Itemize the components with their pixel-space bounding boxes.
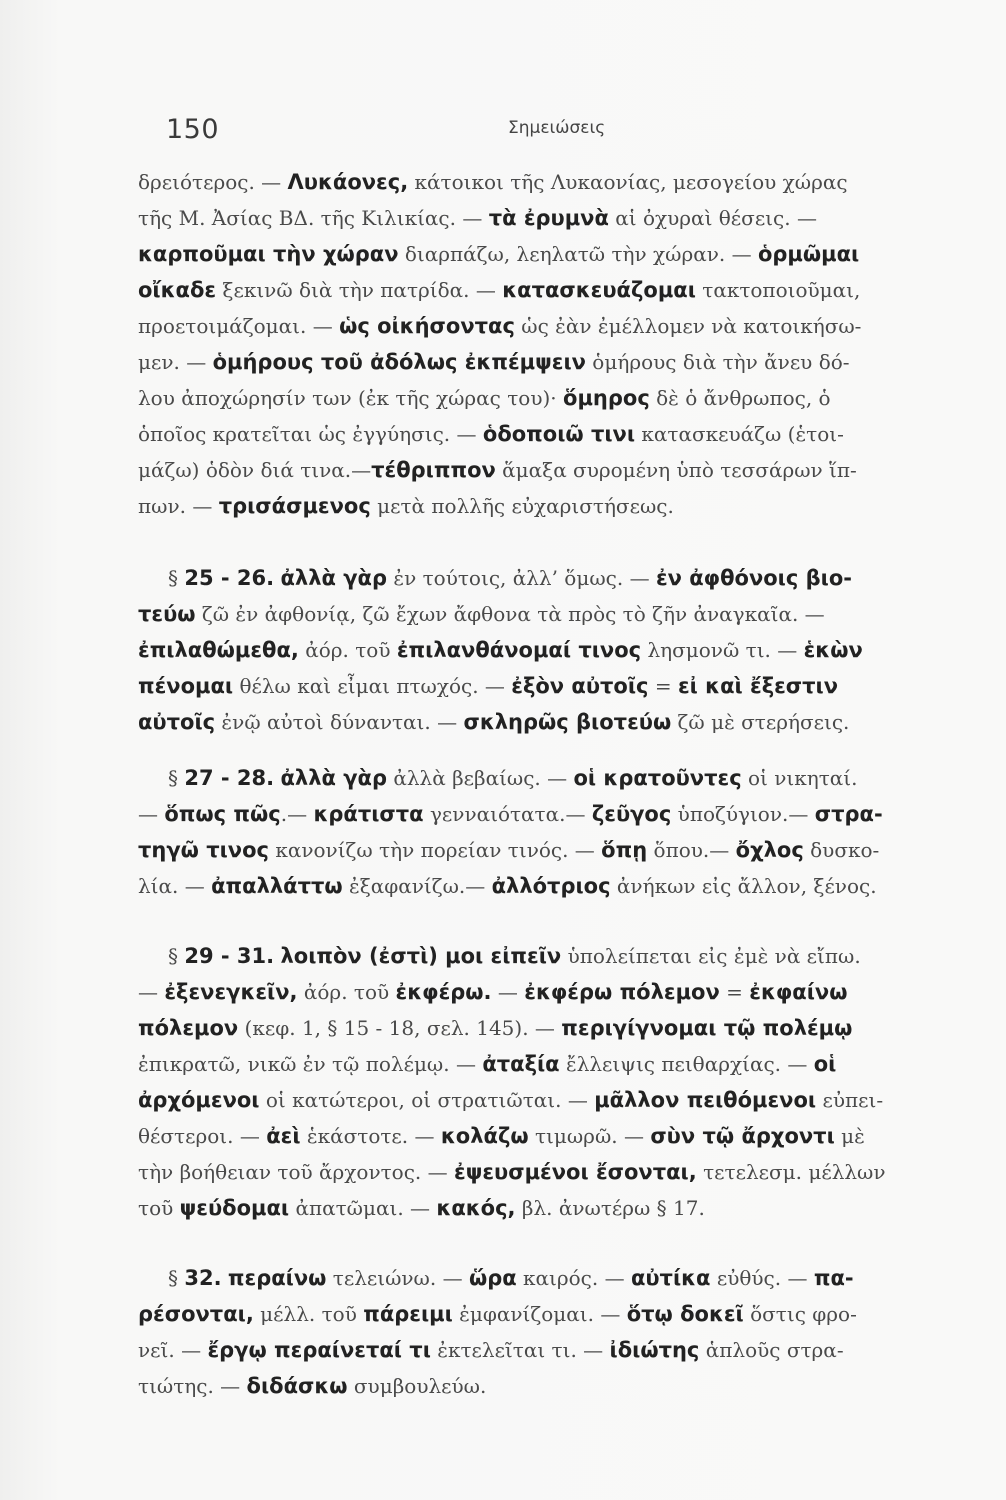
gloss-text: ἐπικρατῶ, νικῶ ἐν τῷ πολέμῳ. —	[138, 1052, 483, 1076]
gloss-text: ἑκάστοτε. —	[300, 1124, 441, 1148]
text-line	[138, 168, 958, 196]
gloss-text: ἁπλοῦς στρα-	[699, 1338, 844, 1362]
headword: ἐψευσμένοι ἔσονται,	[454, 1160, 697, 1184]
gloss-text: ὁποῖος κρατεῖται ὡς ἐγγύησις. —	[138, 422, 483, 446]
gloss-text: ἐμφανίζομαι. —	[452, 1302, 627, 1326]
headword: αὐτίκα	[630, 1266, 711, 1290]
gloss-text: ἐκτελεῖται τι. —	[430, 1338, 610, 1362]
gloss-text: §	[168, 566, 185, 590]
gloss-text: λου ἀποχώρησίν των (ἐκ τῆς χώρας του)·	[138, 386, 564, 410]
headword: ὡς οἰκήσοντας	[339, 314, 515, 338]
gloss-text: προετοιμάζομαι. —	[138, 314, 340, 338]
gloss-text: κάτοικοι τῆς Λυκαονίας, μεσογείου χώρας	[408, 170, 848, 194]
headword: ἀεὶ	[266, 1124, 301, 1148]
section-heading-line	[168, 942, 988, 970]
headword: σκληρῶς βιοτεύω	[463, 710, 672, 734]
headword: περαίνω	[227, 1266, 327, 1290]
headword: τηγῶ τινος	[138, 838, 269, 862]
headword: ἐκφέρω.	[395, 980, 492, 1004]
headword: ἐπιλαθώμεθα,	[138, 638, 299, 662]
text-line	[138, 1194, 958, 1222]
headword: ἀλλὰ γὰρ	[280, 766, 387, 790]
headword: οἴκαδε	[138, 278, 217, 302]
gloss-text: γενναιότατα.—	[423, 802, 592, 826]
headword: τὰ ἐρυμνὰ	[488, 206, 609, 230]
gloss-text: ὑποζύγιον.—	[671, 802, 815, 826]
gloss-text: ὡς ἐὰν ἐμέλλομεν νὰ κατοικήσω-	[514, 314, 862, 338]
headword: κράτιστα	[313, 802, 424, 826]
gloss-text: δὲ ὁ ἄνθρωπος, ὁ	[649, 386, 831, 410]
headword: ἀπαλλάττω	[211, 874, 343, 898]
gloss-text: ἐξαφανίζω.—	[342, 874, 492, 898]
headword: ἐκφέρω πόλεμον	[524, 980, 720, 1004]
headword: τέθριππον	[371, 458, 496, 482]
headword: ἰδιώτης	[609, 1338, 700, 1362]
headword: αὐτοῖς	[138, 710, 216, 734]
text-line	[138, 1122, 958, 1150]
headword: περιγίγνομαι τῷ πολέμῳ	[561, 1016, 853, 1040]
gloss-text: ἅμαξα συρομένη ὑπὸ τεσσάρων ἵπ-	[495, 458, 857, 482]
text-line	[138, 492, 958, 520]
headword: ἐν ἀφθόνοις βιο-	[655, 566, 852, 590]
text-line	[138, 1336, 958, 1364]
gloss-text: ἀλλὰ βεβαίως. —	[387, 766, 574, 790]
text-line	[138, 420, 958, 448]
gloss-text: §	[168, 766, 185, 790]
headword: πα-	[813, 1266, 854, 1290]
gloss-text: ἔλλειψις πειθαρχίας. —	[559, 1052, 814, 1076]
headword: στρα-	[814, 802, 883, 826]
text-line	[138, 672, 958, 700]
gloss-text: =	[719, 980, 750, 1004]
gloss-text: μὲ	[834, 1124, 865, 1148]
headword: ὅπως πῶς	[164, 802, 281, 826]
gloss-text: εὐπει-	[816, 1088, 884, 1112]
gloss-text: νεῖ. —	[138, 1338, 208, 1362]
text-line	[138, 276, 958, 304]
headword: ὅτῳ δοκεῖ	[626, 1302, 744, 1326]
page-number: 150	[166, 114, 220, 145]
headword: ὄχλος	[735, 838, 804, 862]
gloss-text: οἱ κατώτεροι, οἱ στρατιῶται. —	[259, 1088, 595, 1112]
gloss-text: τακτοποιοῦμαι,	[695, 278, 861, 302]
gloss-text: δυσκο-	[803, 838, 880, 862]
gloss-text: κανονίζω τὴν πορείαν τινός. —	[268, 838, 602, 862]
gloss-text: τιώτης. —	[138, 1374, 247, 1398]
gloss-text: τετελεσμ. μέλλων	[696, 1160, 886, 1184]
text-line	[138, 600, 958, 628]
headword: κολάζω	[440, 1124, 529, 1148]
gloss-text: (κεφ. 1, § 15 - 18, σελ. 145). —	[238, 1016, 562, 1040]
headword: ζεῦγος	[591, 802, 672, 826]
headword: ὅπῃ	[601, 838, 648, 862]
gloss-text: ἀόρ. τοῦ	[297, 980, 396, 1004]
text-line	[138, 312, 958, 340]
section-number: 32.	[184, 1266, 222, 1290]
text-line	[138, 456, 958, 484]
gloss-text: ὁμήρους διὰ τὴν ἄνευ δό-	[585, 350, 850, 374]
gloss-text: μεν. —	[138, 350, 213, 374]
running-head: Σημειώσεις	[508, 118, 606, 138]
gloss-text: οἱ νικηταί.	[741, 766, 858, 790]
headword: ἀρχόμενοι	[138, 1088, 260, 1112]
headword: ρέσονται,	[138, 1302, 254, 1326]
headword: ψεύδομαι	[179, 1196, 290, 1220]
headword: ἐκφαίνω	[749, 980, 848, 1004]
gloss-text: πων. —	[138, 494, 219, 518]
section-number: 29 - 31.	[184, 944, 275, 968]
section-heading-line	[168, 1264, 988, 1292]
headword: καρποῦμαι τὴν χώραν	[138, 242, 399, 266]
gloss-text: κατασκευάζω (ἑτοι-	[635, 422, 844, 446]
headword: ἐπιλανθάνομαί τινος	[396, 638, 642, 662]
text-line	[138, 800, 958, 828]
gloss-text: ἀόρ. τοῦ	[298, 638, 397, 662]
headword: ἑκὼν	[803, 638, 863, 662]
headword: οἱ	[813, 1052, 837, 1076]
headword: ὁμήρους τοῦ ἀδόλως ἐκπέμψειν	[212, 350, 586, 374]
section-heading-line	[168, 564, 988, 592]
headword: ὁρμῶμαι	[757, 242, 860, 266]
gloss-text: —	[138, 980, 165, 1004]
gloss-text: ὅστις φρο-	[743, 1302, 857, 1326]
text-line	[138, 978, 958, 1006]
gloss-text: .—	[280, 802, 314, 826]
section-number: 27 - 28.	[184, 766, 275, 790]
gloss-text: τῆς Μ. Ἀσίας ΒΔ. τῆς Κιλικίας. —	[138, 206, 489, 230]
gloss-text: ἐν τούτοις, ἀλλ’ ὅμως. —	[387, 566, 656, 590]
text-line	[138, 348, 958, 376]
gloss-text: θέλω καὶ εἶμαι πτωχός. —	[233, 674, 512, 698]
gloss-text: ὅπου.—	[647, 838, 736, 862]
gloss-text: τὴν βοήθειαν τοῦ ἄρχοντος. —	[138, 1160, 454, 1184]
section-heading-line	[168, 764, 988, 792]
gloss-text: =	[648, 674, 678, 698]
text-line	[138, 708, 958, 736]
gloss-text: ἀπατῶμαι. —	[289, 1196, 437, 1220]
headword: ὅμηρος	[563, 386, 650, 410]
section-number: 25 - 26.	[184, 566, 275, 590]
gloss-text: §	[168, 1266, 185, 1290]
gloss-text: λησμονῶ τι. —	[641, 638, 804, 662]
headword: ἔργῳ περαίνεταί τι	[207, 1338, 431, 1362]
headword: Λυκάονες,	[287, 170, 409, 194]
headword: οἱ κρατοῦντες	[573, 766, 742, 790]
gloss-text: μέλλ. τοῦ	[253, 1302, 364, 1326]
headword: τρισάσμενος	[218, 494, 371, 518]
headword: πάρειμι	[363, 1302, 453, 1326]
headword: τεύω	[138, 602, 196, 626]
text-line	[138, 836, 958, 864]
text-line	[138, 384, 958, 412]
gloss-text: ἀνήκων εἰς ἄλλον, ξένος.	[610, 874, 877, 898]
text-line	[138, 1158, 958, 1186]
text-line	[138, 1372, 958, 1400]
headword: σὺν τῷ ἄρχοντι	[650, 1124, 835, 1148]
gloss-text: —	[138, 802, 165, 826]
gloss-text: μετὰ πολλῆς εὐχαριστήσεως.	[370, 494, 674, 518]
gloss-text: εὐθύς. —	[710, 1266, 814, 1290]
text-line	[138, 1300, 958, 1328]
gloss-text: ξεκινῶ διὰ τὴν πατρίδα. —	[216, 278, 503, 302]
headword: ἀταξία	[482, 1052, 560, 1076]
text-line	[138, 636, 958, 664]
gloss-text: τοῦ	[138, 1196, 180, 1220]
gloss-text: ζῶ μὲ στερήσεις.	[671, 710, 850, 734]
gloss-text: διαρπάζω, λεηλατῶ τὴν χώραν. —	[398, 242, 758, 266]
text-line	[138, 1086, 958, 1114]
text-line	[138, 872, 958, 900]
headword: μᾶλλον πειθόμενοι	[594, 1088, 817, 1112]
headword: εἰ καὶ ἔξεστιν	[677, 674, 839, 698]
headword: ἀλλότριος	[491, 874, 611, 898]
headword: ὁδοποιῶ τινι	[482, 422, 636, 446]
gloss-text: αἱ ὀχυραὶ θέσεις. —	[608, 206, 817, 230]
headword: ἐξενεγκεῖν,	[164, 980, 298, 1004]
headword: λοιπὸν (ἐστὶ) μοι εἰπεῖν	[280, 944, 562, 968]
gloss-text: —	[491, 980, 525, 1004]
gloss-text: συμβουλεύω.	[347, 1374, 487, 1398]
headword: κατασκευάζομαι	[502, 278, 696, 302]
gloss-text: θέστεροι. —	[138, 1124, 267, 1148]
text-line	[138, 1014, 958, 1042]
headword: πένομαι	[138, 674, 234, 698]
headword: ὥρα	[468, 1266, 517, 1290]
headword: κακός,	[436, 1196, 516, 1220]
gloss-text: §	[168, 944, 185, 968]
gloss-text: λία. —	[138, 874, 212, 898]
gloss-text: ὑπολείπεται εἰς ἐμὲ νὰ εἴπω.	[561, 944, 861, 968]
text-line	[138, 204, 958, 232]
text-line	[138, 1050, 958, 1078]
text-line	[138, 240, 958, 268]
gloss-text: βλ. ἀνωτέρω § 17.	[515, 1196, 705, 1220]
gloss-text: καιρός. —	[516, 1266, 631, 1290]
headword: ἐξὸν αὐτοῖς	[511, 674, 649, 698]
gloss-text: δρειότερος. —	[138, 170, 288, 194]
gloss-text: τιμωρῶ. —	[528, 1124, 651, 1148]
gloss-text: ἐνῷ αὐτοὶ δύνανται. —	[215, 710, 464, 734]
headword: πόλεμον	[138, 1016, 239, 1040]
headword: διδάσκω	[246, 1374, 348, 1398]
gloss-text: ζῶ ἐν ἀφθονίᾳ, ζῶ ἔχων ἄφθονα τὰ πρὸς τὸ ζῆν ἀναγκαῖα. —	[195, 602, 825, 626]
gloss-text: μάζω) ὁδὸν διά τινα.—	[138, 458, 372, 482]
headword: ἀλλὰ γὰρ	[280, 566, 387, 590]
gloss-text: τελειώνω. —	[326, 1266, 469, 1290]
